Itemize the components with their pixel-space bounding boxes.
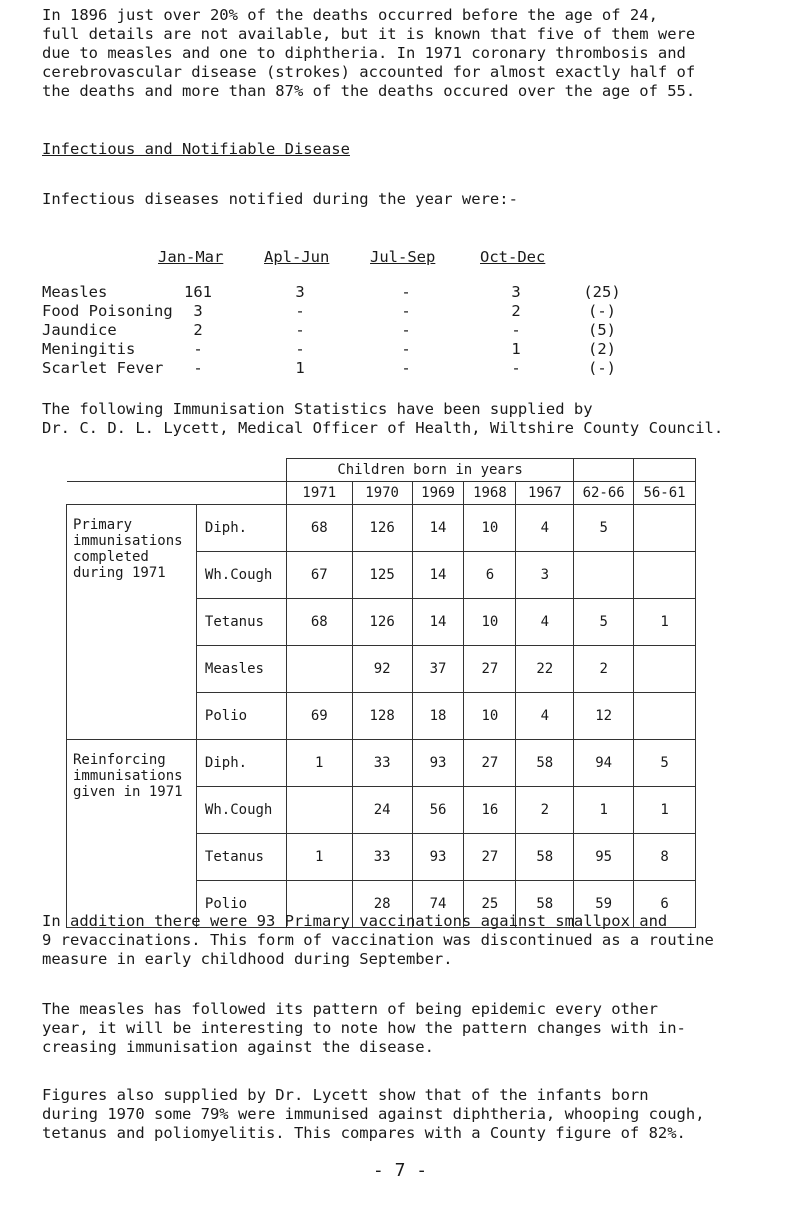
disease-name: Scarlet Fever — [42, 359, 164, 377]
table-cell: 1 — [286, 740, 352, 787]
table-cell: 58 — [516, 881, 574, 928]
text-line: creasing immunisation against the disease. — [42, 1038, 434, 1056]
vaccine-label: Diph. — [196, 505, 286, 552]
q3-value: - — [401, 302, 411, 320]
q4-value: 2 — [511, 302, 521, 320]
table-cell: 74 — [412, 881, 464, 928]
page-number: - 7 - — [372, 1160, 428, 1181]
table-cell: 58 — [516, 834, 574, 881]
measles-paragraph — [42, 1000, 772, 1057]
immunisation-table — [66, 458, 696, 928]
q2-value: - — [295, 340, 305, 358]
table-cell — [574, 552, 634, 599]
q2-value: - — [295, 302, 305, 320]
text-line: due to measles and one to diphtheria. In 1971 coronary thrombosis and — [42, 44, 686, 62]
table-cell: 68 — [286, 505, 352, 552]
table-cell: 128 — [352, 693, 412, 740]
q1-value: 161 — [184, 283, 212, 301]
notified-row-jaundice — [42, 321, 682, 340]
disease-name: Measles — [42, 283, 108, 301]
q3-value: - — [401, 321, 411, 339]
text-line: full details are not available, but it is known that five of them were — [42, 25, 696, 43]
text-line: measure in early childhood during September. — [42, 950, 453, 968]
table-cell: 14 — [412, 505, 464, 552]
q4-value: - — [511, 321, 521, 339]
text-line: 9 revaccinations. This form of vaccination was discontinued as a routine — [42, 931, 714, 949]
q1-value: 2 — [193, 321, 203, 339]
disease-name: Meningitis — [42, 340, 136, 358]
text-line: tetanus and poliomyelitis. This compares with a County figure of 82%. — [42, 1124, 686, 1142]
q4-value: - — [511, 359, 521, 377]
q2-value: - — [295, 321, 305, 339]
table-cell — [634, 693, 696, 740]
table-cell: 4 — [516, 693, 574, 740]
text-line: Dr. C. D. L. Lycett, Medical Officer of Health, Wiltshire County Council. — [42, 419, 724, 437]
table-cell — [634, 646, 696, 693]
table-cell — [286, 646, 352, 693]
year-header: 1967 — [516, 482, 574, 505]
vaccine-label: Measles — [196, 646, 286, 693]
header-jan-mar: Jan-Mar — [158, 248, 224, 266]
table-cell: 1 — [634, 599, 696, 646]
table-cell: 5 — [574, 505, 634, 552]
table-cell: 24 — [352, 787, 412, 834]
vaccine-label: Wh.Cough — [196, 552, 286, 599]
year-header: 1968 — [464, 482, 516, 505]
table-cell: 56 — [412, 787, 464, 834]
table-cell: 1 — [634, 787, 696, 834]
table-cell: 37 — [412, 646, 464, 693]
q2-value: 1 — [295, 359, 305, 377]
table-cell: 14 — [412, 599, 464, 646]
table-cell: 33 — [352, 740, 412, 787]
disease-name: Food Poisoning — [42, 302, 173, 320]
header-jul-sep: Jul-Sep — [370, 248, 436, 266]
notified-row-food-poisoning — [42, 302, 682, 321]
text-line: year, it will be interesting to note how the pattern changes with in- — [42, 1019, 686, 1037]
table-cell: 18 — [412, 693, 464, 740]
year-header: 56-61 — [634, 482, 696, 505]
vaccine-label: Polio — [196, 881, 286, 928]
table-cell: 4 — [516, 599, 574, 646]
table-cell: 27 — [464, 740, 516, 787]
table-cell: 1 — [574, 787, 634, 834]
q3-value: - — [401, 340, 411, 358]
year-header: 62-66 — [574, 482, 634, 505]
header-oct-dec: Oct-Dec — [480, 248, 546, 266]
table-cell: 93 — [412, 740, 464, 787]
table-cell — [634, 552, 696, 599]
table-cell: 33 — [352, 834, 412, 881]
table-cell: 125 — [352, 552, 412, 599]
table-cell: 2 — [574, 646, 634, 693]
table-cell: 6 — [464, 552, 516, 599]
table-cell: 2 — [516, 787, 574, 834]
table-cell: 14 — [412, 552, 464, 599]
immunisation-intro — [42, 400, 772, 438]
span-header: Children born in years — [286, 459, 573, 482]
table-row — [67, 505, 696, 552]
disease-name: Jaundice — [42, 321, 117, 339]
table-cell: 1 — [286, 834, 352, 881]
header-spacer — [574, 459, 634, 482]
text-line: the deaths and more than 87% of the deaths occured over the age of 55. — [42, 82, 696, 100]
intro-paragraph — [42, 6, 772, 101]
vaccine-label: Tetanus — [196, 834, 286, 881]
table-cell: 58 — [516, 740, 574, 787]
figures-paragraph — [42, 1086, 772, 1143]
notified-intro: Infectious diseases notified during the year were:- — [42, 190, 518, 208]
year-header: 1969 — [412, 482, 464, 505]
table-cell: 22 — [516, 646, 574, 693]
q2-value: 3 — [295, 283, 305, 301]
year-header: 1971 — [286, 482, 352, 505]
table-cell: 3 — [516, 552, 574, 599]
table-cell — [634, 505, 696, 552]
vaccine-label: Tetanus — [196, 599, 286, 646]
previous-year-value: (-) — [588, 302, 616, 320]
table-cell: 12 — [574, 693, 634, 740]
vaccine-label: Diph. — [196, 740, 286, 787]
header-spacer — [634, 459, 696, 482]
table-row — [67, 740, 696, 787]
table-cell: 69 — [286, 693, 352, 740]
q1-value: - — [193, 340, 203, 358]
table-cell: 8 — [634, 834, 696, 881]
q4-value: 1 — [511, 340, 521, 358]
table-cell: 4 — [516, 505, 574, 552]
table-cell: 5 — [574, 599, 634, 646]
table-cell: 126 — [352, 599, 412, 646]
table-cell: 126 — [352, 505, 412, 552]
notified-row-meningitis — [42, 340, 682, 359]
notified-row-measles — [42, 283, 682, 302]
q1-value: 3 — [193, 302, 203, 320]
text-line: The measles has followed its pattern of being epidemic every other — [42, 1000, 658, 1018]
vaccine-label: Wh.Cough — [196, 787, 286, 834]
table-corner — [67, 482, 287, 505]
previous-year-value: (-) — [588, 359, 616, 377]
group-label-reinforcing: Reinforcing immunisations given in 1971 — [67, 740, 197, 928]
table-cell: 59 — [574, 881, 634, 928]
previous-year-value: (25) — [583, 283, 621, 301]
group-label-primary: Primary immunisations completed during 1971 — [67, 505, 197, 740]
table-cell: 16 — [464, 787, 516, 834]
section-heading: Infectious and Notifiable Disease — [42, 140, 350, 158]
table-cell: 25 — [464, 881, 516, 928]
q4-value: 3 — [511, 283, 521, 301]
vaccine-label: Polio — [196, 693, 286, 740]
table-cell: 27 — [464, 834, 516, 881]
q3-value: - — [401, 283, 411, 301]
table-cell: 92 — [352, 646, 412, 693]
table-cell: 27 — [464, 646, 516, 693]
smallpox-paragraph — [42, 912, 772, 969]
table-cell: 10 — [464, 599, 516, 646]
table-cell: 10 — [464, 505, 516, 552]
table-cell: 6 — [634, 881, 696, 928]
q1-value: - — [193, 359, 203, 377]
header-apl-jun: Apl-Jun — [264, 248, 330, 266]
table-cell: 68 — [286, 599, 352, 646]
table-cell: 95 — [574, 834, 634, 881]
previous-year-value: (5) — [588, 321, 616, 339]
text-line: The following Immunisation Statistics have been supplied by — [42, 400, 593, 418]
text-line: In 1896 just over 20% of the deaths occurred before the age of 24, — [42, 6, 658, 24]
previous-year-value: (2) — [588, 340, 616, 358]
text-line: Figures also supplied by Dr. Lycett show that of the infants born — [42, 1086, 649, 1104]
text-line: during 1970 some 79% were immunised against diphtheria, whooping cough, — [42, 1105, 705, 1123]
table-cell — [286, 787, 352, 834]
table-cell: 10 — [464, 693, 516, 740]
table-cell: 94 — [574, 740, 634, 787]
table-cell: 93 — [412, 834, 464, 881]
q3-value: - — [401, 359, 411, 377]
table-cell: 5 — [634, 740, 696, 787]
year-header: 1970 — [352, 482, 412, 505]
notified-row-scarlet-fever — [42, 359, 682, 378]
table-cell: 28 — [352, 881, 412, 928]
table-corner — [67, 459, 287, 482]
text-line: cerebrovascular disease (strokes) accounted for almost exactly half of — [42, 63, 696, 81]
text-line: In addition there were 93 Primary vaccinations against smallpox and — [42, 912, 668, 930]
table-cell: 67 — [286, 552, 352, 599]
